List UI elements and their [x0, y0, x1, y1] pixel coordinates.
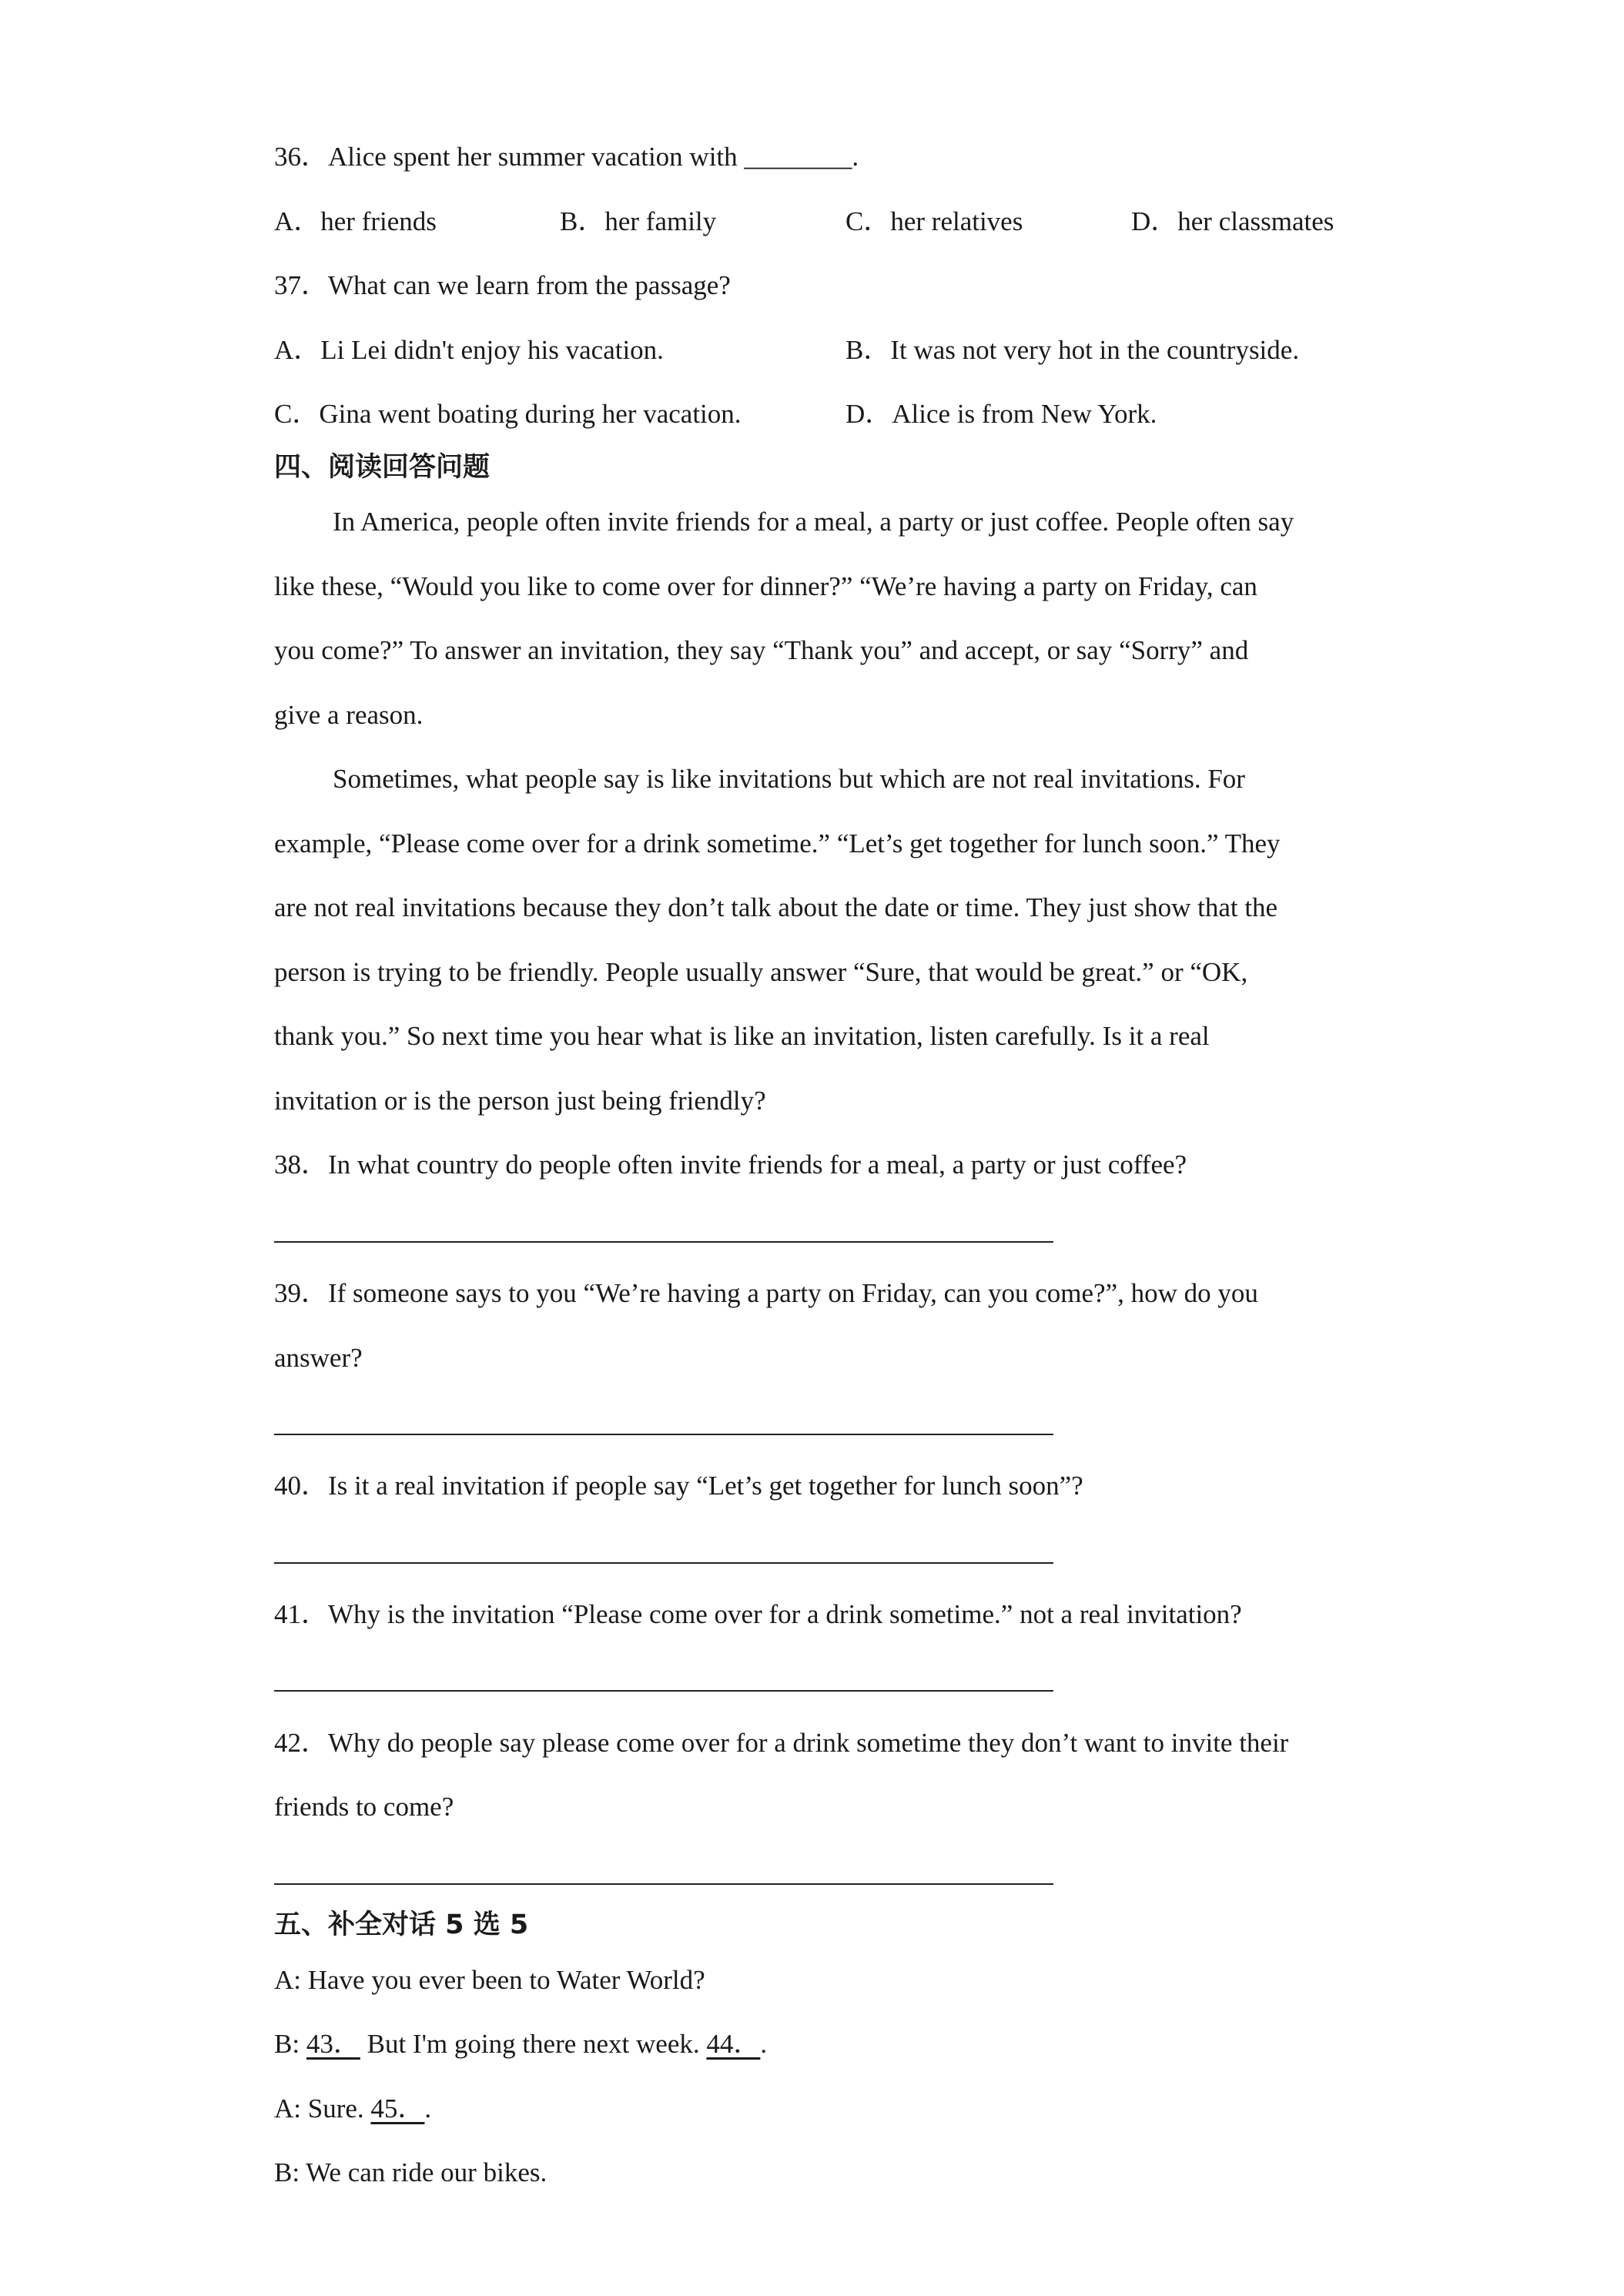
passage-line: Sometimes, what people say is like invitations but which are not real invitations. For	[333, 764, 1245, 794]
dialogue-speaker: B:	[274, 2029, 306, 2059]
question-39: 39．If someone says to you “We’re having a party on Friday, can you come?”, how do you	[274, 1278, 1258, 1308]
passage-line: person is trying to be friendly. People usually answer “Sure, that would be great.” or “OK,	[274, 957, 1248, 987]
question-36-option-a: A．her friends	[274, 206, 437, 236]
dialogue-text: But I'm going there next week.	[360, 2029, 707, 2059]
dialogue-line-3	[274, 2092, 431, 2126]
passage-line: In America, people often invite friends for a meal, a party or just coffee. People often say	[333, 507, 1294, 537]
blank-43[interactable]: 43．	[306, 2029, 360, 2059]
question-37-option-c: C．Gina went boating during her vacation.	[274, 399, 742, 429]
passage-line: like these, “Would you like to come over for dinner?” “We’re having a party on Friday, can	[274, 571, 1257, 601]
passage-line: are not real invitations because they don’t talk about the date or time. They just show that the	[274, 892, 1278, 922]
dialogue-line-2	[274, 2027, 767, 2061]
passage-line: give a reason.	[274, 700, 424, 730]
answer-line-42[interactable]	[274, 1883, 1053, 1885]
blank-44[interactable]: 44．	[706, 2029, 761, 2059]
question-41: 41．Why is the invitation “Please come over for a drink sometime.” not a real invitation?	[274, 1599, 1242, 1629]
dialogue-line-4: B: We can ride our bikes.	[274, 2157, 547, 2187]
answer-line-38[interactable]	[274, 1241, 1053, 1243]
dialogue-text: A: Sure.	[274, 2094, 371, 2124]
dialogue-text: .	[760, 2029, 768, 2059]
question-42-continued: friends to come?	[274, 1792, 454, 1822]
question-42: 42．Why do people say please come over for a drink sometime they don’t want to invite their	[274, 1728, 1289, 1758]
passage-line: thank you.” So next time you hear what is like an invitation, listen carefully. Is it a real	[274, 1021, 1210, 1051]
dialogue-line-1: A: Have you ever been to Water World?	[274, 1965, 705, 1995]
question-37-stem: 37．What can we learn from the passage?	[274, 270, 731, 300]
question-39-continued: answer?	[274, 1343, 363, 1373]
question-36-option-b: B．her family	[560, 206, 717, 236]
passage-line: you come?” To answer an invitation, they say “Thank you” and accept, or say “Sorry” and	[274, 635, 1249, 665]
dialogue-text: .	[424, 2094, 432, 2124]
question-40: 40．Is it a real invitation if people say “Let’s get together for lunch soon”?	[274, 1471, 1083, 1501]
question-36-option-c: C．her relatives	[845, 206, 1023, 236]
passage-line: invitation or is the person just being friendly?	[274, 1086, 766, 1116]
answer-line-41[interactable]	[274, 1690, 1053, 1692]
blank-45[interactable]: 45．	[370, 2094, 425, 2124]
answer-line-39[interactable]	[274, 1434, 1053, 1435]
passage-line: example, “Please come over for a drink sometime.” “Let’s get together for lunch soon.” They	[274, 828, 1281, 858]
question-36-option-d: D．her classmates	[1131, 206, 1334, 236]
answer-line-40[interactable]	[274, 1562, 1053, 1564]
section-4-heading: 四、阅读回答问题	[274, 452, 491, 483]
question-37-option-b: B．It was not very hot in the countryside.	[845, 335, 1300, 365]
section-5-heading: 五、补全对话 5 选 5	[274, 1909, 529, 1940]
question-36-stem: 36．Alice spent her summer vacation with ________.	[274, 142, 859, 172]
question-37-option-d: D．Alice is from New York.	[845, 399, 1157, 429]
question-38: 38．In what country do people often invite friends for a meal, a party or just coffee?	[274, 1150, 1187, 1180]
question-37-option-a: A．Li Lei didn't enjoy his vacation.	[274, 335, 664, 365]
